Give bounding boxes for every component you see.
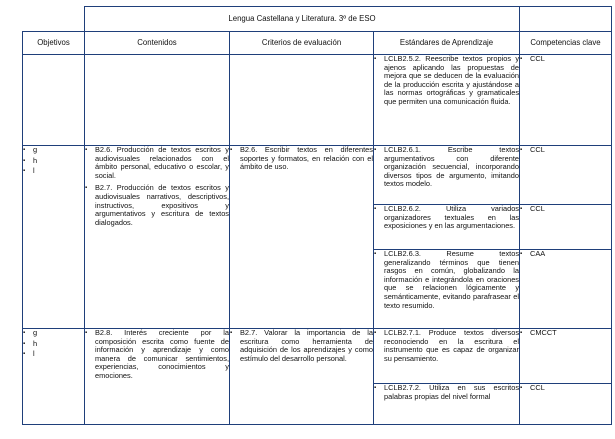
bullet-icon: ▪ bbox=[230, 147, 233, 153]
header-competencias: Competencias clave bbox=[520, 32, 612, 55]
competencia-item bbox=[520, 384, 611, 393]
estandar-item bbox=[374, 250, 519, 310]
competencia-cell bbox=[520, 55, 612, 146]
estandar-item bbox=[374, 329, 519, 363]
competencia-item-text: CCL bbox=[530, 54, 545, 63]
contenido-item-text: B2.8. Interés creciente por la composición escrita como fuente de información y aprendizaje y como manera de comunicar sentimientos, experiencias, conocimientos y emociones. bbox=[95, 328, 229, 380]
contenido-item-text: B2.6. Producción de textos escritos y audiovisuales relacionados con el ámbito personal, educativo o escolar, y social. bbox=[95, 145, 229, 180]
header-contenidos: Contenidos bbox=[85, 32, 230, 55]
estandar-cell bbox=[374, 205, 520, 250]
criterios-cell bbox=[230, 329, 374, 425]
table-title: Lengua Castellana y Literatura. 3º de ESO bbox=[85, 7, 520, 32]
bullet-icon: ▪ bbox=[23, 168, 26, 175]
bullet-icon: ▪ bbox=[520, 330, 523, 336]
criterio-item-text: B2.6. Escribir textos en diferentes soportes y formatos, en relación con el ámbito de uso. bbox=[240, 145, 373, 172]
criterios-cell bbox=[230, 55, 374, 146]
estandar-cell bbox=[374, 146, 520, 205]
estandar-cell bbox=[374, 384, 520, 425]
estandar-item-text: LCLB2.6.3. Resume textos generalizando términos que tienen rasgos en común, globalizando la información e integrándola en oraciones que se relacionen lógicamente y semánticamente, evitando parafrasear el texto resumido. bbox=[384, 249, 520, 310]
objetivo-item-text: g bbox=[33, 328, 38, 337]
objetivo-item bbox=[23, 340, 84, 349]
objetivo-item bbox=[23, 350, 84, 359]
bullet-icon: ▪ bbox=[374, 147, 377, 153]
header-criterios: Criterios de evaluación bbox=[230, 32, 374, 55]
objetivos-cell bbox=[23, 55, 85, 146]
objetivo-item-text: l bbox=[33, 166, 35, 176]
bullet-icon: ▪ bbox=[23, 330, 26, 336]
header-row bbox=[23, 32, 612, 55]
contenido-item bbox=[85, 329, 229, 381]
competencia-cell bbox=[520, 205, 612, 250]
bullet-icon: ▪ bbox=[374, 330, 377, 336]
bullet-icon: ▪ bbox=[520, 385, 523, 391]
objetivo-item-text: g bbox=[33, 145, 38, 154]
criterio-item bbox=[230, 329, 373, 363]
competencia-item bbox=[520, 146, 611, 155]
criterio-item-text: B2.7. Valorar la importancia de la escritura como herramienta de adquisición de los aprendizajes y como estímulo del desarrollo personal. bbox=[240, 328, 373, 363]
competencia-cell bbox=[520, 250, 612, 329]
objetivo-item bbox=[23, 146, 84, 155]
competencia-item-text: CAA bbox=[530, 249, 546, 258]
table-body bbox=[23, 55, 612, 425]
estandar-item-text: LCLB2.5.2. Reescribe textos propios y ajenos aplicando las propuestas de mejora que se deducen de la evaluación de la producción escrita y ajustándose a las normas ortográficas y gramaticales que permiten una comunicación fluida. bbox=[384, 54, 520, 106]
competencia-cell bbox=[520, 384, 612, 425]
competencia-item bbox=[520, 205, 611, 214]
contenido-item-text: B2.7. Producción de textos escritos y audiovisuales narrativos, descriptivos, instructivos, expositivos y argumentativos y escritura de textos dialogados. bbox=[95, 183, 229, 227]
estandar-item-text: LCLB2.6.1. Escribe textos argumentativos con diferente organización secuencial, incorporando diversos tipos de argumento, imitando textos modelo. bbox=[384, 145, 520, 189]
bullet-icon: ▪ bbox=[520, 206, 523, 212]
criterios-cell bbox=[230, 146, 374, 329]
blank-header-cell bbox=[520, 7, 612, 32]
objetivo-item-text: l bbox=[33, 349, 35, 359]
estandar-item bbox=[374, 384, 519, 401]
bullet-icon: ▪ bbox=[520, 147, 523, 153]
estandar-item-text: LCLB2.7.1. Produce textos diversos reconociendo en la escritura el instrumento que es capaz de organizar su pensamiento. bbox=[384, 328, 520, 363]
competencia-cell bbox=[520, 146, 612, 205]
competencia-item-text: CCL bbox=[530, 204, 545, 213]
competencia-item-text: CMCCT bbox=[530, 328, 557, 337]
objetivo-item bbox=[23, 157, 84, 166]
bullet-icon: ▪ bbox=[374, 251, 377, 257]
bullet-icon: ▪ bbox=[23, 351, 26, 358]
contenidos-cell bbox=[85, 146, 230, 329]
competencia-item-text: CCL bbox=[530, 145, 545, 154]
contenido-item bbox=[85, 184, 229, 227]
estandar-cell bbox=[374, 55, 520, 146]
estandar-cell bbox=[374, 250, 520, 329]
competencia-item bbox=[520, 55, 611, 64]
blank-corner-cell bbox=[23, 7, 85, 32]
bullet-icon: ▪ bbox=[23, 147, 26, 153]
header-estandares: Estándares de Aprendizaje bbox=[374, 32, 520, 55]
objetivo-item-text: h bbox=[33, 155, 38, 165]
bullet-icon: ▪ bbox=[85, 330, 88, 336]
estandar-item bbox=[374, 205, 519, 231]
contenidos-cell bbox=[85, 55, 230, 146]
objetivo-item bbox=[23, 167, 84, 176]
contenido-item bbox=[85, 146, 229, 180]
bullet-icon: ▪ bbox=[23, 340, 26, 347]
bullet-icon: ▪ bbox=[23, 157, 26, 164]
estandar-item-text: LCLB2.7.2. Utiliza en sus escritos palabras propias del nivel formal bbox=[384, 383, 520, 401]
table-row bbox=[23, 55, 612, 146]
estandar-item bbox=[374, 146, 519, 189]
criterio-item bbox=[230, 146, 373, 172]
bullet-icon: ▪ bbox=[520, 251, 523, 257]
competencia-cell bbox=[520, 329, 612, 384]
bullet-icon: ▪ bbox=[520, 56, 523, 62]
competencia-item-text: CCL bbox=[530, 383, 545, 392]
estandar-item bbox=[374, 55, 519, 107]
contenidos-cell bbox=[85, 329, 230, 425]
estandar-item-text: LCLB2.6.2. Utiliza variados organizadores textuales en las exposiciones y en las argumentaciones. bbox=[384, 204, 520, 231]
header-objetivos: Objetivos bbox=[23, 32, 85, 55]
table-row bbox=[23, 329, 612, 384]
bullet-icon: ▪ bbox=[374, 385, 377, 391]
objetivos-cell bbox=[23, 146, 85, 329]
estandar-cell bbox=[374, 329, 520, 384]
bullet-icon: ▪ bbox=[374, 206, 377, 212]
objetivos-cell bbox=[23, 329, 85, 425]
curriculum-table bbox=[22, 6, 612, 425]
objetivo-item-text: h bbox=[33, 338, 38, 348]
table-row bbox=[23, 146, 612, 205]
bullet-icon: ▪ bbox=[85, 185, 88, 192]
bullet-icon: ▪ bbox=[374, 56, 377, 62]
competencia-item bbox=[520, 250, 611, 259]
objetivo-item bbox=[23, 329, 84, 338]
title-row bbox=[23, 7, 612, 32]
bullet-icon: ▪ bbox=[230, 330, 233, 336]
bullet-icon: ▪ bbox=[85, 147, 88, 153]
competencia-item bbox=[520, 329, 611, 338]
